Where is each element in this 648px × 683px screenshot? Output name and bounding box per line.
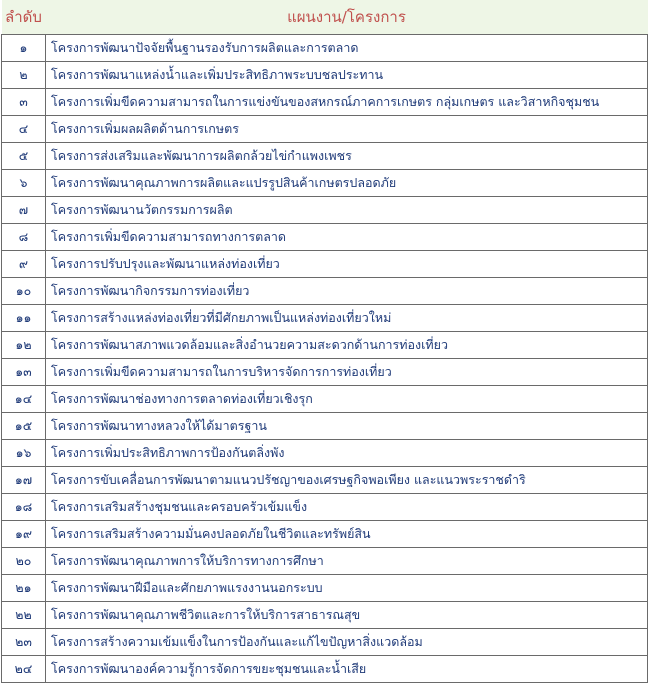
row-number: ๒๒ <box>2 602 46 629</box>
project-name: โครงการพัฒนาองค์ความรู้การจัดการขยะชุมชนและน้ำเสีย <box>46 656 648 683</box>
row-number: ๑๐ <box>2 278 46 305</box>
row-number: ๙ <box>2 251 46 278</box>
project-name: โครงการพัฒนาแหล่งน้ำและเพิ่มประสิทธิภาพระบบชลประทาน <box>46 62 648 89</box>
header-row <box>2 0 648 35</box>
row-number: ๑๑ <box>2 305 46 332</box>
project-name: โครงการเพิ่มขีดความสามารถในการแข่งขันของสหกรณ์ภาคการเกษตร กลุ่มเกษตร และวิสาหกิจชุมชน <box>46 89 648 116</box>
row-number: ๕ <box>2 143 46 170</box>
table-row <box>2 197 648 224</box>
project-name: โครงการปรับปรุงและพัฒนาแหล่งท่องเที่ยว <box>46 251 648 278</box>
project-name: โครงการขับเคลื่อนการพัฒนาตามแนวปรัชญาของเศรษฐกิจพอเพียง และแนวพระราชดำริ <box>46 467 648 494</box>
project-name: โครงการสร้างแหล่งท่องเที่ยวที่มีศักยภาพเป็นแหล่งท่องเที่ยวใหม่ <box>46 305 648 332</box>
row-number: ๑๗ <box>2 467 46 494</box>
table-row <box>2 440 648 467</box>
table-row <box>2 116 648 143</box>
row-number: ๖ <box>2 170 46 197</box>
project-plan-table <box>1 0 648 683</box>
table-row <box>2 467 648 494</box>
table-row <box>2 629 648 656</box>
table-header <box>2 0 648 35</box>
table-row <box>2 305 648 332</box>
row-number: ๒๐ <box>2 548 46 575</box>
project-name: โครงการพัฒนาคุณภาพชีวิตและการให้บริการสาธารณสุข <box>46 602 648 629</box>
project-name: โครงการพัฒนาปัจจัยพื้นฐานรองรับการผลิตและการตลาด <box>46 35 648 62</box>
row-number: ๔ <box>2 116 46 143</box>
table-row <box>2 170 648 197</box>
project-name: โครงการพัฒนาสภาพแวดล้อมและสิ่งอำนวยความสะดวกด้านการท่องเที่ยว <box>46 332 648 359</box>
row-number: ๑๙ <box>2 521 46 548</box>
column-header-no: ลำดับ <box>2 0 46 35</box>
project-name: โครงการพัฒนาช่องทางการตลาดท่องเที่ยวเชิงรุก <box>46 386 648 413</box>
project-name: โครงการเสริมสร้างความมั่นคงปลอดภัยในชีวิตและทรัพย์สิน <box>46 521 648 548</box>
table-row <box>2 359 648 386</box>
table-row <box>2 278 648 305</box>
project-name: โครงการพัฒนาคุณภาพการผลิตและแปรรูปสินค้าเกษตรปลอดภัย <box>46 170 648 197</box>
table-row <box>2 548 648 575</box>
project-name: โครงการเสริมสร้างชุมชนและครอบครัวเข้มแข็ง <box>46 494 648 521</box>
row-number: ๒ <box>2 62 46 89</box>
table-row <box>2 386 648 413</box>
table-row <box>2 575 648 602</box>
project-name: โครงการเพิ่มขีดความสามารถในการบริหารจัดการการท่องเที่ยว <box>46 359 648 386</box>
row-number: ๑๔ <box>2 386 46 413</box>
row-number: ๗ <box>2 197 46 224</box>
project-name: โครงการเพิ่มขีดความสามารถทางการตลาด <box>46 224 648 251</box>
project-name: โครงการส่งเสริมและพัฒนาการผลิตกล้วยไข่กำแพงเพชร <box>46 143 648 170</box>
row-number: ๓ <box>2 89 46 116</box>
row-number: ๒๔ <box>2 656 46 683</box>
project-name: โครงการพัฒนานวัตกรรมการผลิต <box>46 197 648 224</box>
table-row <box>2 224 648 251</box>
table-row <box>2 332 648 359</box>
table-body <box>2 35 648 683</box>
row-number: ๑๘ <box>2 494 46 521</box>
row-number: ๑๖ <box>2 440 46 467</box>
row-number: ๑๓ <box>2 359 46 386</box>
row-number: ๑๒ <box>2 332 46 359</box>
project-name: โครงการสร้างความเข้มแข็งในการป้องกันและแก้ไขปัญหาสิ่งแวดล้อม <box>46 629 648 656</box>
project-name: โครงการพัฒนาฝีมือและศักยภาพแรงงานนอกระบบ <box>46 575 648 602</box>
table-row <box>2 413 648 440</box>
row-number: ๒๓ <box>2 629 46 656</box>
table-row <box>2 494 648 521</box>
table-row <box>2 251 648 278</box>
table-row <box>2 143 648 170</box>
table-row <box>2 89 648 116</box>
project-name: โครงการเพิ่มประสิทธิภาพการป้องกันตลิ่งพัง <box>46 440 648 467</box>
table-row <box>2 62 648 89</box>
table-row <box>2 602 648 629</box>
table-row <box>2 35 648 62</box>
row-number: ๑ <box>2 35 46 62</box>
project-name: โครงการเพิ่มผลผลิตด้านการเกษตร <box>46 116 648 143</box>
column-header-project: แผนงาน/โครงการ <box>46 0 648 35</box>
project-name: โครงการพัฒนาทางหลวงให้ได้มาตรฐาน <box>46 413 648 440</box>
row-number: ๑๕ <box>2 413 46 440</box>
table-row <box>2 656 648 683</box>
row-number: ๒๑ <box>2 575 46 602</box>
project-name: โครงการพัฒนากิจกรรมการท่องเที่ยว <box>46 278 648 305</box>
row-number: ๘ <box>2 224 46 251</box>
project-name: โครงการพัฒนาคุณภาพการให้บริการทางการศึกษา <box>46 548 648 575</box>
table-row <box>2 521 648 548</box>
